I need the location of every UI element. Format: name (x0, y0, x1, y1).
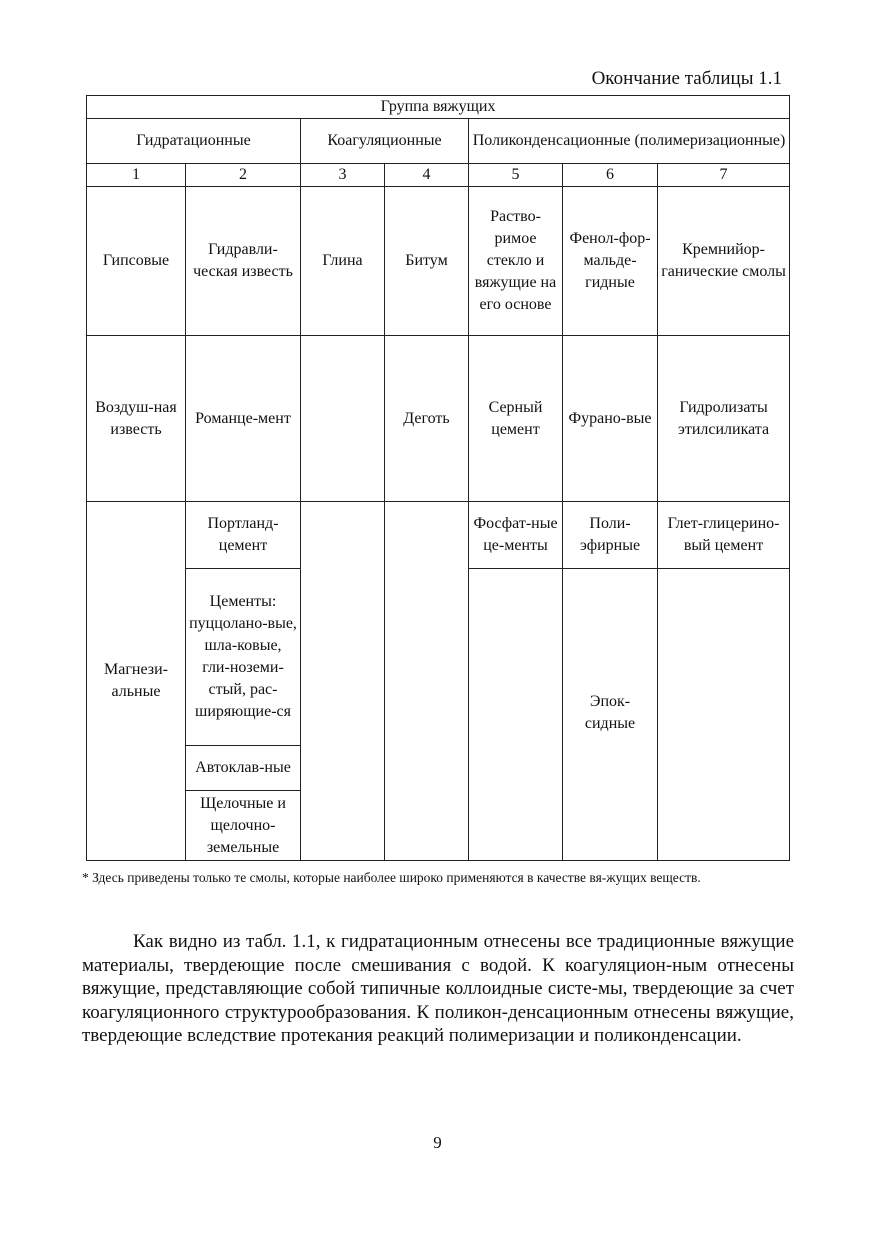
table-cell: Кремнийор-ганические смолы (658, 187, 790, 336)
table-cell: Деготь (385, 336, 469, 502)
column-number: 2 (186, 164, 301, 187)
table-row (87, 187, 790, 336)
table-cell-empty (301, 502, 385, 861)
column-number: 1 (87, 164, 186, 187)
table-cell: Портланд-цемент (186, 502, 301, 569)
table-cell: Фосфат-ные це-менты (469, 502, 563, 569)
table-cell: Битум (385, 187, 469, 336)
column-number: 4 (385, 164, 469, 187)
table-cell: Фурано-вые (563, 336, 658, 502)
table-cell: Автоклав-ные (186, 746, 301, 791)
category-coagulation: Коагуляционные (301, 119, 469, 164)
table-cell: Раство-римое стекло и вяжущие на его основе (469, 187, 563, 336)
epoxy-label: Эпок-сидные (584, 693, 636, 732)
table-cell-empty (385, 502, 469, 861)
binders-table (86, 95, 790, 861)
table-footnote: * Здесь приведены только те смолы, которые наиболее широко применяются в качестве вя-жущих веществ. (82, 870, 701, 885)
column-number: 5 (469, 164, 563, 187)
table-cell: Поли-эфирные (563, 502, 658, 569)
table-row (87, 502, 790, 569)
body-paragraph: Как видно из табл. 1.1, к гидратационным отнесены все традиционные вяжущие материалы, твердеющие после смешивания с водой. К коагуляцион-ным отнесены вяжущие, представляющие собой типичные коллоидные систе-мы, твердеющие за счет коагуляционного структурообразования. К поликон-денсационным отнесены вяжущие, твердеющие вследствие протекания реакций полимеризации и поликонденсации. (82, 931, 794, 1047)
table-cell: Магнези-альные (87, 502, 186, 861)
table-cell: Гидравли-ческая известь (186, 187, 301, 336)
table-caption: Окончание таблицы 1.1 (591, 68, 782, 89)
column-number: 3 (301, 164, 385, 187)
table-cell: Щелочные и щелочно-земельные (186, 791, 301, 861)
table-cell: Романце-мент (186, 336, 301, 502)
table-cell: Цементы: пуццолано-вые, шла-ковые, гли-ноземи-стый, рас-ширяющие-ся (186, 569, 301, 746)
table-row (87, 96, 790, 119)
column-number-row (87, 164, 790, 187)
group-header-cell: Группа вяжущих (87, 96, 790, 119)
column-number: 7 (658, 164, 790, 187)
category-hydration: Гидратационные (87, 119, 301, 164)
page-number: 9 (433, 1133, 442, 1152)
table-row (87, 336, 790, 502)
table-cell: Серный цемент (469, 336, 563, 502)
column-number: 6 (563, 164, 658, 187)
table-cell (563, 569, 658, 861)
table-cell: Гипсовые (87, 187, 186, 336)
table-row (87, 119, 790, 164)
table-cell: Глина (301, 187, 385, 336)
table-cell-empty (658, 569, 790, 861)
table-cell: Фенол-фор-мальде-гидные (563, 187, 658, 336)
table-cell: Глет-глицерино-вый цемент (658, 502, 790, 569)
category-polycondensation: Поликонденсационные (полимеризационные) (469, 119, 790, 164)
table-cell: Воздуш-ная известь (87, 336, 186, 502)
table-cell-empty (469, 569, 563, 861)
table-cell (301, 336, 385, 502)
table-cell: Гидролизаты этилсиликата (658, 336, 790, 502)
